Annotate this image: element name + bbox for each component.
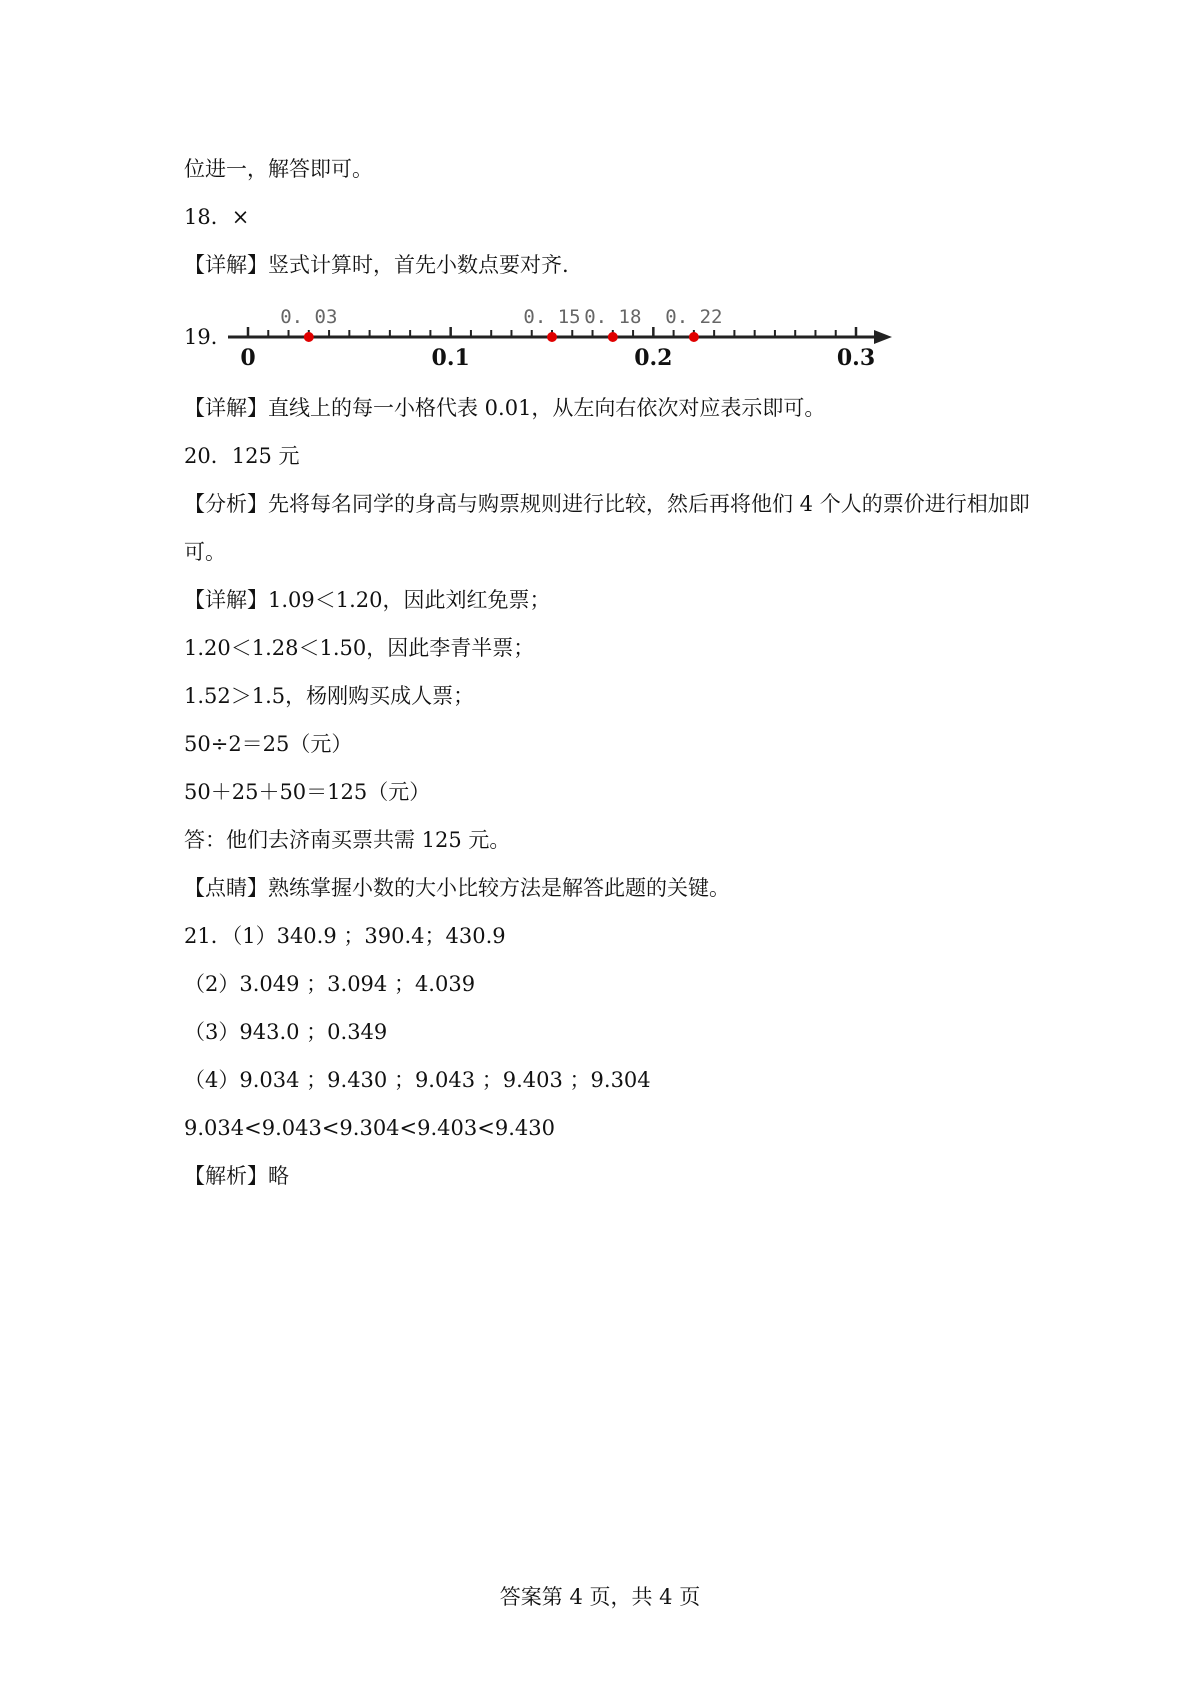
q21-part3: （3）943.0 ；0.349 — [184, 1020, 388, 1044]
q21-order: 9.034<9.043<9.304<9.403<9.430 — [184, 1116, 555, 1140]
data-point — [689, 332, 699, 342]
data-point-label: 0. 22 — [665, 306, 723, 328]
data-point — [547, 332, 557, 342]
page-footer: 答案第 4 页，共 4 页 — [499, 1585, 701, 1609]
q19-label: 19． — [184, 325, 232, 349]
tick-label: 0 — [240, 345, 256, 371]
q18-answer: 18．× — [184, 205, 250, 229]
q20-detail-line4: 50÷2＝25（元） — [184, 732, 353, 756]
data-point — [608, 332, 618, 342]
q21-part1: 21．（1）340.9 ；390.4；430.9 — [184, 924, 506, 948]
q19-detail: 【详解】直线上的每一小格代表 0.01，从左向右依次对应表示即可。 — [184, 396, 826, 420]
q20-tip: 【点睛】熟练掌握小数的大小比较方法是解答此题的关键。 — [184, 876, 730, 900]
data-point-label: 0. 03 — [280, 306, 338, 328]
q20-final-answer: 答：他们去济南买票共需 125 元。 — [184, 828, 511, 852]
q21-part4: （4）9.034 ；9.430 ；9.043 ；9.403 ；9.304 — [184, 1068, 651, 1092]
q18-detail: 【详解】竖式计算时，首先小数点要对齐. — [184, 253, 569, 277]
tick-label: 0.1 — [431, 345, 470, 371]
data-point-label: 0. 15 — [523, 306, 581, 328]
data-point — [304, 332, 314, 342]
q20-analysis-line1: 【分析】先将每名同学的身高与购票规则进行比较，然后再将他们 4 个人的票价进行相加即 — [184, 492, 1030, 516]
q21-analysis: 【解析】略 — [184, 1164, 289, 1188]
q20-detail-line1: 【详解】1.09＜1.20，因此刘红免票； — [184, 588, 551, 612]
q20-detail-line3: 1.52＞1.5，杨刚购买成人票； — [184, 684, 475, 708]
tick-label: 0.2 — [634, 345, 673, 371]
q20-analysis-line2: 可。 — [184, 540, 226, 564]
q20-answer: 20．125 元 — [184, 444, 300, 468]
q21-part2: （2）3.049 ；3.094 ；4.039 — [184, 972, 476, 996]
text-line: 位进一，解答即可。 — [184, 157, 373, 181]
q20-detail-line2: 1.20＜1.28＜1.50，因此李青半票； — [184, 636, 535, 660]
tick-label: 0.3 — [836, 345, 876, 371]
number-line-arrow-icon — [874, 330, 892, 344]
number-line-figure — [220, 292, 900, 382]
q20-detail-line5: 50＋25＋50＝125（元） — [184, 780, 431, 804]
data-point-label: 0. 18 — [584, 306, 642, 328]
